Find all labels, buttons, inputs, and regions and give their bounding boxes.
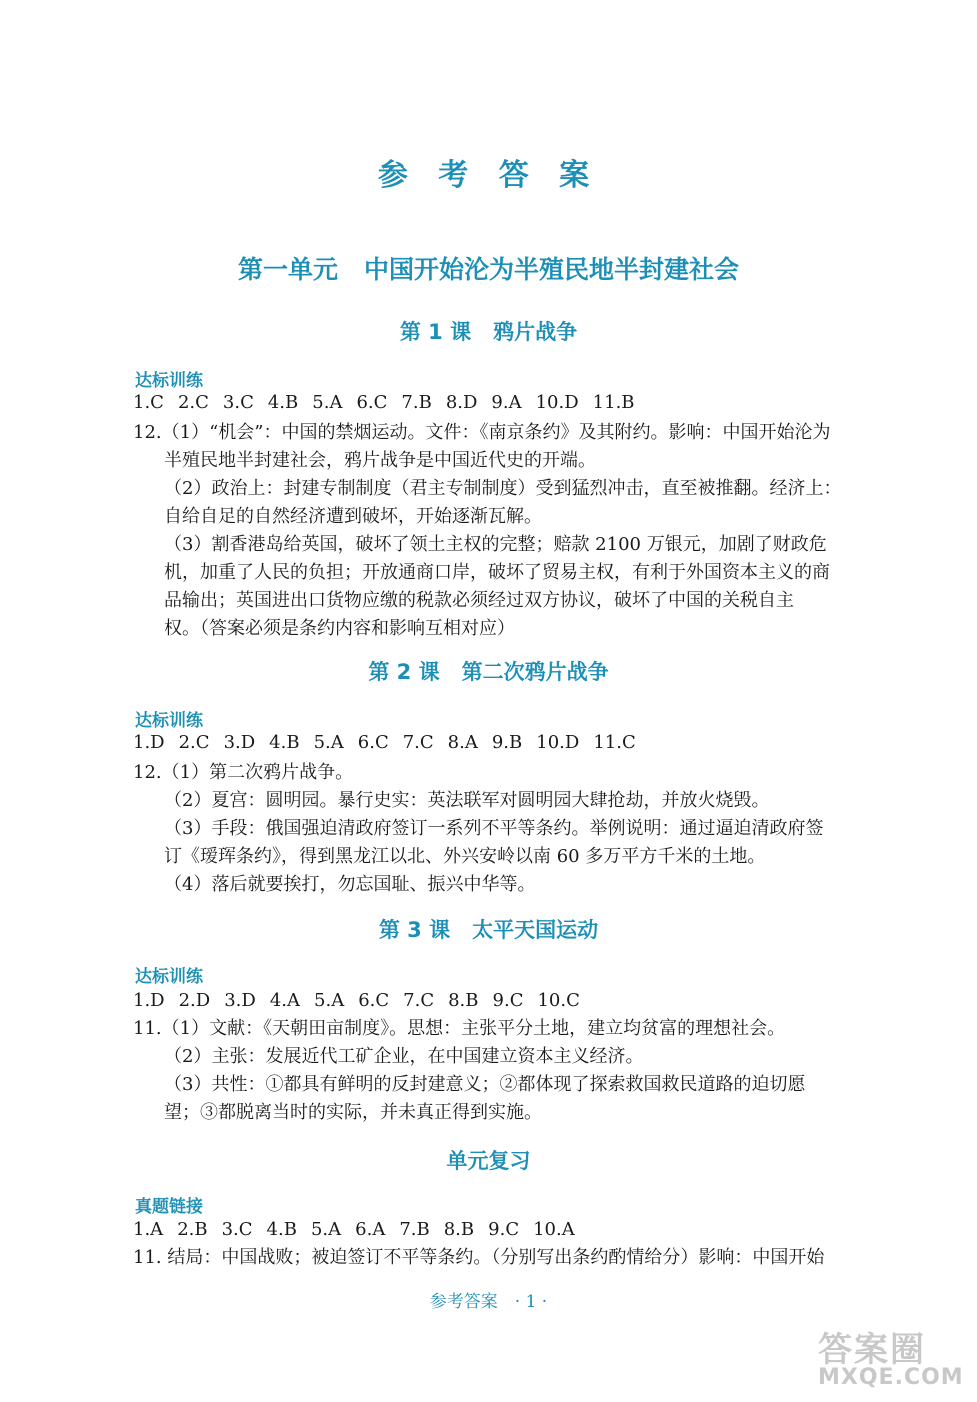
page-title: 参 考 答 案: [377, 158, 600, 193]
mc-answer: 7.B: [399, 1219, 430, 1240]
mc-answer: 4.A: [269, 990, 301, 1011]
mc-answer: 3.D: [223, 732, 256, 753]
lesson-3-title: [0, 914, 977, 944]
answer-line: （2）夏宫：圆明园。暴行史实：英法联军对圆明园大肆抢劫，并放火烧毁。: [164, 790, 770, 811]
mc-answer: 10.D: [535, 392, 579, 413]
lesson-1-section: 达标训练: [135, 371, 203, 391]
lesson-1-name: 鸦片战争: [493, 320, 578, 344]
answer-line: （3）割香港岛给英国，破坏了领土主权的完整；赔款 2100 万银元，加剧了财政危: [164, 534, 827, 555]
mc-answer: 8.A: [447, 732, 478, 753]
mc-answer: 4.B: [269, 732, 300, 753]
answer-line: 半殖民地半封建社会，鸦片战争是中国近代史的开端。: [164, 450, 596, 471]
mc-answer: 1.D: [133, 732, 165, 753]
page-footer: 参考答案 · 1 ·: [429, 1292, 548, 1312]
answer-line: （2）主张：发展近代工矿企业，在中国建立资本主义经济。: [164, 1046, 644, 1067]
answer-line: （3）手段：俄国强迫清政府签订一系列不平等条约。举例说明：通过逼迫清政府签: [164, 818, 824, 839]
answer-line: 自给自足的自然经济遭到破坏，开始逐渐瓦解。: [164, 506, 542, 527]
mc-answer: 2.D: [178, 990, 211, 1011]
mc-answer: 10.D: [536, 732, 580, 753]
mc-answer: 11.C: [593, 732, 636, 753]
mc-answer: 7.C: [403, 990, 435, 1011]
answer-line: 12.（1）“机会”：中国的禁烟运动。文件：《南京条约》及其附约。影响：中国开始沦为: [133, 422, 831, 443]
mc-answer: 11.B: [592, 392, 635, 413]
answer-line: 望；③都脱离当时的实际，并未真正得到实施。: [164, 1102, 542, 1123]
lesson-3-mc-answers: [133, 988, 594, 1014]
mc-answer: 9.A: [491, 392, 522, 413]
lesson-1-title: [0, 316, 977, 346]
answer-line: 权。（答案必须是条约内容和影响互相对应）: [164, 618, 515, 639]
mc-answer: 5.A: [314, 990, 345, 1011]
mc-answer: 6.C: [357, 732, 389, 753]
review-mc-answers: [133, 1217, 589, 1243]
mc-answer: 9.C: [492, 990, 524, 1011]
answer-line: （3）共性：①都具有鲜明的反封建意义；②都体现了探索救国救民道路的迫切愿: [164, 1074, 806, 1095]
mc-answer: 4.B: [266, 1219, 297, 1240]
lesson-3-name: 太平天国运动: [472, 918, 599, 942]
mc-answer: 1.D: [133, 990, 165, 1011]
answer-line: （2）政治上：封建专制制度（君主专制制度）受到猛烈冲击，直至被推翻。经济上：: [164, 478, 842, 499]
answer-line: 11. 结局：中国战败；被迫签订不平等条约。（分别写出条约酌情给分）影响：中国开始: [133, 1247, 825, 1268]
mc-answer: 3.C: [221, 1219, 253, 1240]
mc-answer: 5.A: [310, 1219, 342, 1240]
mc-answer: 3.D: [224, 990, 256, 1011]
mc-answer: 2.B: [177, 1219, 208, 1240]
answer-line: 订《瑷珲条约》，得到黑龙江以北、外兴安岭以南 60 多万平方千米的土地。: [164, 846, 766, 867]
unit-label: 第一单元: [237, 255, 338, 284]
lesson-3-section: 达标训练: [135, 967, 203, 987]
mc-answer: 2.C: [177, 392, 209, 413]
lesson-2-title: [0, 656, 977, 686]
lesson-3-number: 第 3 课: [378, 918, 451, 942]
unit-name: 中国开始沦为半殖民地半封建社会: [364, 255, 740, 284]
lesson-2-number: 第 2 课: [368, 660, 440, 684]
watermark-url: MXQE.COM: [818, 1365, 964, 1390]
mc-answer: 10.C: [537, 990, 580, 1011]
answer-line: （4）落后就要挨打，勿忘国耻、振兴中华等。: [164, 874, 536, 895]
lesson-2-mc-answers: [133, 730, 650, 756]
mc-answer: 8.B: [448, 990, 479, 1011]
mc-answer: 2.C: [178, 732, 210, 753]
lesson-1-number: 第 1 课: [399, 320, 472, 344]
mc-answer: 5.A: [312, 392, 343, 413]
mc-answer: 8.D: [445, 392, 478, 413]
mc-answer: 9.C: [488, 1219, 520, 1240]
mc-answer: 1.C: [133, 392, 164, 413]
mc-answer: 6.C: [358, 990, 390, 1011]
mc-answer: 4.B: [267, 392, 299, 413]
watermark: [818, 1322, 968, 1394]
answer-line: 11.（1）文献：《天朝田亩制度》。思想：主张平分土地，建立均贫富的理想社会。: [133, 1018, 786, 1039]
mc-answer: 6.A: [355, 1219, 386, 1240]
mc-answer: 8.B: [443, 1219, 475, 1240]
mc-answer: 7.C: [402, 732, 434, 753]
review-title: 单元复习: [446, 1149, 531, 1173]
lesson-1-mc-answers: [133, 390, 649, 416]
mc-answer: 9.B: [491, 732, 523, 753]
mc-answer: 5.A: [313, 732, 344, 753]
unit-title: [0, 250, 977, 286]
mc-answer: 3.C: [222, 392, 254, 413]
answer-line: 品输出；英国进出口货物应缴的税款必须经过双方协议，破坏了中国的关税自主: [164, 590, 794, 611]
mc-answer: 1.A: [133, 1219, 164, 1240]
mc-answer: 7.B: [401, 392, 432, 413]
watermark-text: 答案圈: [818, 1330, 926, 1370]
answer-line: 机，加重了人民的负担；开放通商口岸，破坏了贸易主权，有利于外国资本主义的商: [164, 562, 830, 583]
review-section: 真题链接: [135, 1197, 203, 1217]
lesson-2-name: 第二次鸦片战争: [461, 660, 609, 684]
lesson-2-section: 达标训练: [135, 711, 203, 731]
mc-answer: 10.A: [533, 1219, 575, 1240]
mc-answer: 6.C: [356, 392, 388, 413]
answer-line: 12.（1）第二次鸦片战争。: [133, 762, 354, 783]
